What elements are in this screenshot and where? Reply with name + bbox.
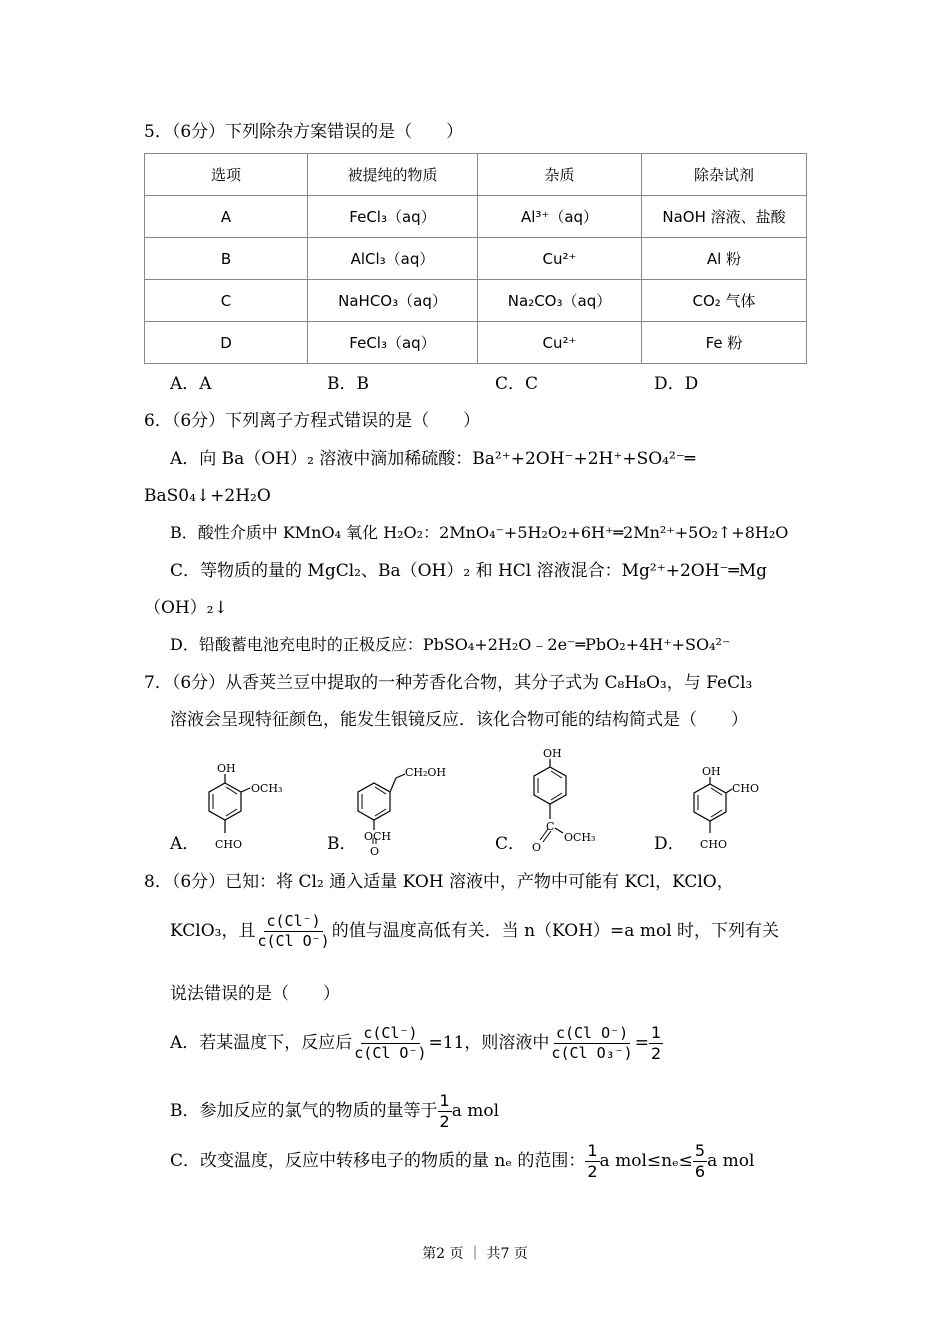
table-cell-impurity: Na₂CO₃（aq）: [478, 280, 642, 322]
structure-b: [350, 760, 460, 855]
q6-option-c-line2: （OH）₂↓: [144, 598, 228, 618]
table-header-cell: 杂质: [478, 154, 642, 196]
structure-a-bottom-label: CHO: [215, 838, 243, 851]
ratio-clo-over-clo3: [549, 1025, 634, 1063]
fraction-denominator: c(Cl O⁻): [354, 1044, 427, 1063]
table-cell-impurity: Cu²⁺: [478, 322, 642, 364]
ratio-cl-over-clo: [255, 913, 331, 951]
fraction-five-sixths: [693, 1142, 707, 1182]
q8-c-pre: C．改变温度，反应中转移电子的物质的量 nₑ 的范围：: [170, 1151, 586, 1172]
q8-option-b: [170, 1092, 499, 1132]
q6-option-d: D．铅酸蓄电池充电时的正极反应：PbSO₄+2H₂O﹣2e⁻═PbO₂+4H⁺+SO₄²⁻: [170, 635, 731, 654]
fraction-numerator: 5: [693, 1142, 707, 1162]
fraction-numerator: c(Cl O⁻): [554, 1025, 630, 1044]
q8-stem-line3: 说法错误的是（ ）: [170, 984, 340, 1004]
fraction-numerator: 1: [585, 1142, 599, 1162]
q5-choice-c: C．C: [495, 374, 539, 394]
structure-b-carbonyl-label: O: [370, 845, 380, 855]
ratio-cl-over-clo: [352, 1025, 428, 1063]
table-header-cell: 被提纯的物质: [308, 154, 478, 196]
table-cell-impurity: Al³⁺（aq）: [478, 196, 642, 238]
table-header-row: [145, 154, 807, 196]
structure-d-bottom-label: CHO: [700, 838, 728, 851]
q5-options-table: [144, 153, 807, 364]
table-cell-reagent: Al 粉: [642, 238, 807, 280]
q7-label-d: D．: [654, 834, 685, 854]
table-cell-impurity: Cu²⁺: [478, 238, 642, 280]
table-cell-reagent: Fe 粉: [642, 322, 807, 364]
structure-c-ester-label: OCH₃: [564, 831, 596, 844]
q8-stem-line2: [170, 913, 779, 951]
q6-stem: 6．（6分）下列离子方程式错误的是（ ）: [144, 411, 481, 431]
q8-a-pre: A．若某温度下，反应后: [170, 1033, 353, 1054]
q8-c-mid: a mol≤nₑ≤: [599, 1151, 693, 1172]
structure-a: [195, 760, 295, 855]
page-footer: 第2 页 ｜ 共7 页: [422, 1246, 528, 1262]
table-row: [145, 280, 807, 322]
q6-option-c-line1: C．等物质的量的 MgCl₂、Ba（OH）₂ 和 HCl 溶液混合：Mg²⁺+2OH⁻═Mg: [170, 561, 768, 581]
fraction-denominator: 2: [439, 1112, 450, 1132]
q6-option-a-line1: A．向 Ba（OH）₂ 溶液中滴加稀硫酸：Ba²⁺+2OH⁻+2H⁺+SO₄²⁻═: [170, 449, 696, 469]
q8-option-c: [170, 1142, 754, 1182]
table-cell-subject: FeCl₃（aq）: [308, 322, 478, 364]
fraction-denominator: c(Cl O₃⁻): [551, 1044, 633, 1063]
q8-a-eq: =: [634, 1033, 649, 1054]
q8-line2-post: 的值与温度高低有关．当 n（KOH）=a mol 时，下列有关: [331, 921, 780, 942]
table-cell-subject: FeCl₃（aq）: [308, 196, 478, 238]
table-row: [145, 238, 807, 280]
structure-c-carbon-label: C: [546, 820, 555, 833]
q7-label-a: A．: [170, 834, 200, 854]
table-cell-option: B: [145, 238, 308, 280]
q6-option-a-line2: BaS0₄↓+2H₂O: [144, 486, 271, 506]
fraction-one-half: [649, 1024, 663, 1064]
table-cell-option: C: [145, 280, 308, 322]
table-header-cell: 除杂试剂: [642, 154, 807, 196]
q5-choice-b: B．B: [327, 374, 369, 394]
fraction-one-half: [438, 1092, 452, 1132]
fraction-denominator: 2: [587, 1162, 598, 1182]
table-cell-reagent: CO₂ 气体: [642, 280, 807, 322]
fraction-one-half: [585, 1142, 599, 1182]
q5-choice-a: A．A: [170, 374, 212, 394]
structure-d-top-label: OH: [702, 765, 721, 778]
q8-b-pre: B．参加反应的氯气的物质的量等于: [170, 1101, 438, 1122]
table-cell-option: D: [145, 322, 308, 364]
q8-c-post: a mol: [707, 1151, 755, 1172]
table-cell-reagent: NaOH 溶液、盐酸: [642, 196, 807, 238]
q8-a-mid: =11，则溶液中: [428, 1033, 550, 1054]
q8-stem-line1: 8．（6分）已知：将 Cl₂ 通入适量 KOH 溶液中，产物中可能有 KCl，KClO，: [144, 872, 734, 892]
table-cell-subject: NaHCO₃（aq）: [308, 280, 478, 322]
q8-b-post: a mol: [451, 1101, 500, 1122]
q5-stem: 5．（6分）下列除杂方案错误的是（ ）: [144, 122, 464, 142]
q8-option-a: [170, 1024, 663, 1064]
structure-c-top-label: OH: [543, 747, 562, 760]
structure-b-bottom-label: OCH: [364, 830, 392, 843]
q7-label-b: B．: [327, 834, 357, 854]
table-header-cell: 选项: [145, 154, 308, 196]
q7-label-c: C．: [495, 834, 526, 854]
structure-a-top-label: OH: [217, 762, 236, 775]
table-row: [145, 322, 807, 364]
fraction-numerator: c(Cl⁻): [264, 913, 322, 932]
table-cell-option: A: [145, 196, 308, 238]
fraction-numerator: c(Cl⁻): [361, 1025, 419, 1044]
structure-c: [520, 745, 610, 855]
fraction-denominator: 6: [694, 1162, 706, 1182]
structure-a-side-label: OCH₃: [251, 782, 283, 795]
fraction-numerator: 1: [438, 1092, 452, 1112]
table-row: [145, 196, 807, 238]
structure-c-carbonyl-label: O: [532, 841, 542, 854]
q6-option-b: B．酸性介质中 KMnO₄ 氧化 H₂O₂：2MnO₄⁻+5H₂O₂+6H⁺═2Mn²⁺+5O₂↑+8H₂O: [170, 523, 789, 542]
q7-stem-line1: 7．（6分）从香荚兰豆中提取的一种芳香化合物，其分子式为 C₈H₈O₃，与 FeCl₃: [144, 673, 753, 693]
fraction-numerator: 1: [649, 1024, 663, 1044]
fraction-denominator: 2: [650, 1044, 662, 1064]
table-cell-subject: AlCl₃（aq）: [308, 238, 478, 280]
q8-line2-pre: KClO₃，且: [170, 921, 256, 942]
structure-d: [680, 765, 780, 855]
q5-choice-d: D．D: [654, 374, 699, 394]
structure-d-side-label: CHO: [732, 782, 760, 795]
fraction-denominator: c(Cl O⁻): [257, 932, 330, 951]
structure-b-top-label: CH₂OH: [405, 766, 447, 779]
q7-stem-line2: 溶液会呈现特征颜色，能发生银镜反应．该化合物可能的结构简式是（ ）: [170, 710, 748, 730]
